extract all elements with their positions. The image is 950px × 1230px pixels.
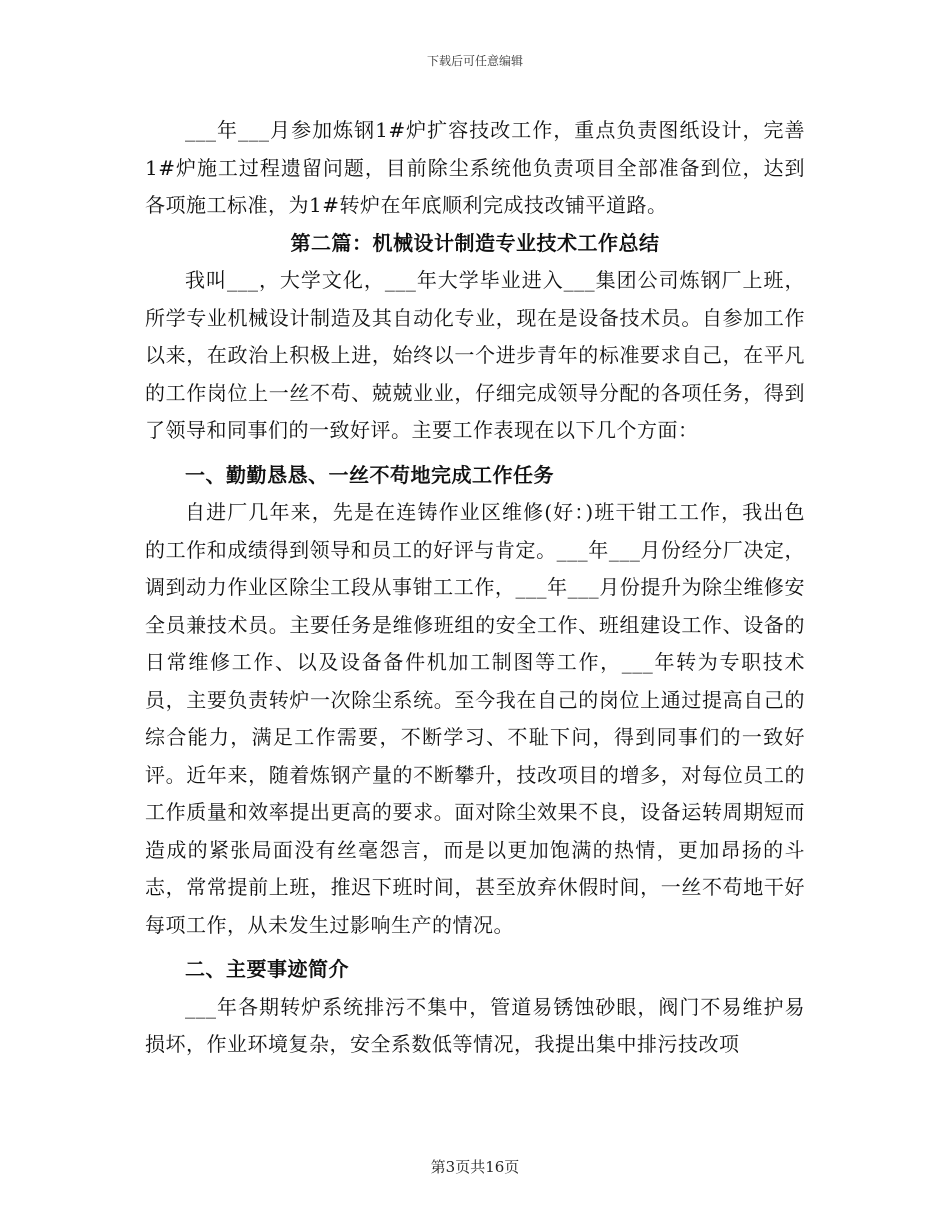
page-footer: 第3页共16页 [430,1158,520,1176]
paragraph-4: ___年各期转炉系统排污不集中，管道易锈蚀砂眼，阀门不易维护易损坏，作业环境复杂，安全系数低等情况，我提出集中排污技改项 [145,994,805,1056]
heading-1: 一、勤勤恳恳、一丝不苟地完成工作任务 [185,462,554,487]
document-body [145,112,805,1064]
paragraph-2: 我叫___，大学文化，___年大学毕业进入___集团公司炼钢厂上班，所学专业机械设计制造及其自动化专业，现在是设备技术员。自参加工作以来，在政治上积极上进，始终以一个进步青年的标准要求自己，在平凡的工作岗位上一丝不苟、兢兢业业，仔细完成领导分配的各项任务，得到了领导和同事们的一致好评。主要工作表现在以下几个方面： [145,268,805,442]
paragraph-3: 自进厂几年来，先是在连铸作业区维修(好：)班干钳工工作，我出色的工作和成绩得到领导和员工的好评与肯定。___年___月份经分厂决定，调到动力作业区除尘工段从事钳工工作，___年___月份提升为除尘维修安全员兼技术员。主要任务是维修班组的安全工作、班组建设工作、设备的日常维修工作、以及设备备件机加工制图等工作，___年转为专职技术员，主要负责转炉一次除尘系统。至今我在自己的岗位上通过提高自己的综合能力，满足工作需要，不断学习、不耻下问，得到同事们的一致好评。近年来，随着炼钢产量的不断攀升，技改项目的增多，对每位员工的工作质量和效率提出更高的要求。面对除尘效果不良，设备运转周期短而造成的紧张局面没有丝毫怨言，而是以更加饱满的热情，更加昂扬的斗志，常常提前上班，推迟下班时间，甚至放弃休假时间，一丝不苟地干好每项工作，从未发生过影响生产的情况。 [145,500,805,937]
section-title: 第二篇：机械设计制造专业技术工作总结 [290,230,660,255]
paragraph-1: ___年___月参加炼钢1#炉扩容技改工作，重点负责图纸设计，完善1#炉施工过程遗留问题，目前除尘系统他负责项目全部准备到位，达到各项施工标准，为1#转炉在年底顺利完成技改铺平道路。 [145,118,805,217]
page-header-note: 下载后可任意编辑 [426,54,523,68]
heading-2: 二、主要事迹简介 [185,957,349,981]
